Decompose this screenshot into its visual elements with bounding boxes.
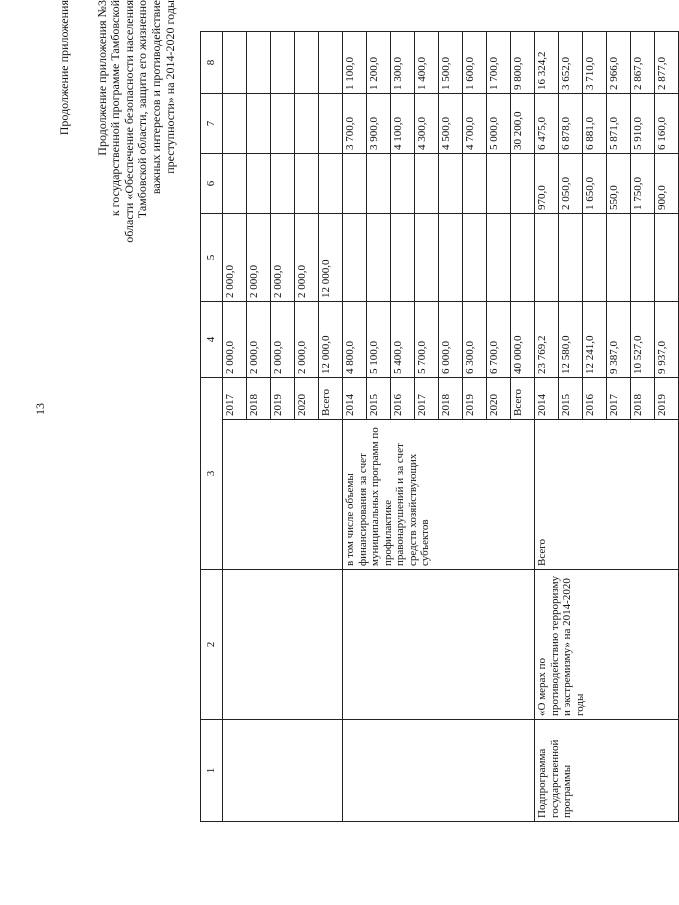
col8-cell [319, 32, 343, 94]
total-cell: 9 937,0 [655, 302, 679, 378]
total-cell: 5 400,0 [391, 302, 415, 378]
column-number: 7 [201, 94, 223, 154]
page-number: 13 [33, 403, 47, 415]
col6-cell [343, 154, 367, 214]
total-cell: 2 000,0 [247, 302, 271, 378]
col6-cell [223, 154, 247, 214]
total-cell: 2 000,0 [223, 302, 247, 378]
total-cell: 6 700,0 [487, 302, 511, 378]
year-cell: 2020 [487, 378, 511, 420]
col8-cell: 3 652,0 [559, 32, 583, 94]
col5-cell [415, 214, 439, 302]
col8-cell: 1 600,0 [463, 32, 487, 94]
cell-empty [343, 570, 535, 720]
col7-cell: 4 700,0 [463, 94, 487, 154]
col8-cell: 2 867,0 [631, 32, 655, 94]
continuation-title: Продолжение приложения [57, 0, 71, 136]
year-cell: 2014 [343, 378, 367, 420]
total-cell: 6 300,0 [463, 302, 487, 378]
col5-cell: 2 000,0 [247, 214, 271, 302]
total-cell: 10 527,0 [631, 302, 655, 378]
table-row [535, 32, 559, 822]
col6-cell: 1 750,0 [631, 154, 655, 214]
total-cell: 2 000,0 [295, 302, 319, 378]
total-cell: 5 700,0 [415, 302, 439, 378]
total-cell: 12 580,0 [559, 302, 583, 378]
col8-cell [295, 32, 319, 94]
col6-cell: 1 650,0 [583, 154, 607, 214]
total-cell: 23 769,2 [535, 302, 559, 378]
total-cell: 9 387,0 [607, 302, 631, 378]
column-number-row [201, 32, 223, 822]
col7-cell: 5 910,0 [631, 94, 655, 154]
year-cell: 2018 [439, 378, 463, 420]
col7-cell: 6 881,0 [583, 94, 607, 154]
cell-empty [223, 570, 343, 720]
financing-table [200, 31, 679, 822]
col7-cell: 30 200,0 [511, 94, 535, 154]
year-cell: Всего [511, 378, 535, 420]
table-row [223, 32, 247, 822]
col5-cell [535, 214, 559, 302]
year-cell: 2016 [583, 378, 607, 420]
year-cell: 2016 [391, 378, 415, 420]
col7-cell: 3 700,0 [343, 94, 367, 154]
cell-empty [343, 720, 535, 822]
col5-cell [343, 214, 367, 302]
total-cell: 40 000,0 [511, 302, 535, 378]
col5-cell [583, 214, 607, 302]
col5-cell [391, 214, 415, 302]
document-header [58, 0, 177, 250]
col5-cell [631, 214, 655, 302]
col7-cell: 3 900,0 [367, 94, 391, 154]
col7-cell: 5 000,0 [487, 94, 511, 154]
col8-cell: 3 710,0 [583, 32, 607, 94]
col5-cell [511, 214, 535, 302]
col8-cell: 1 400,0 [415, 32, 439, 94]
column-number: 4 [201, 302, 223, 378]
year-cell: 2020 [295, 378, 319, 420]
column-number: 5 [201, 214, 223, 302]
col8-cell: 9 800,0 [511, 32, 535, 94]
col6-cell [271, 154, 295, 214]
col5-cell: 2 000,0 [271, 214, 295, 302]
cell-empty [223, 720, 343, 822]
total-label: Всего [535, 420, 679, 570]
year-cell: 2017 [415, 378, 439, 420]
financing-sources-label: в том числе объемы финансирования за счет муниципальных программ по профилактике правонарушений и за счет средств хозяйствующих субъектов [343, 420, 535, 570]
year-cell: 2018 [247, 378, 271, 420]
col5-cell [439, 214, 463, 302]
col6-cell: 900,0 [655, 154, 679, 214]
col6-cell [487, 154, 511, 214]
col8-cell: 2 877,0 [655, 32, 679, 94]
col7-cell: 4 500,0 [439, 94, 463, 154]
year-cell: 2018 [631, 378, 655, 420]
col8-cell: 1 100,0 [343, 32, 367, 94]
col6-cell [463, 154, 487, 214]
col7-cell: 6 160,0 [655, 94, 679, 154]
col7-cell [223, 94, 247, 154]
col7-cell [319, 94, 343, 154]
total-cell: 4 800,0 [343, 302, 367, 378]
col5-cell: 12 000,0 [319, 214, 343, 302]
table-row [343, 32, 367, 822]
cell-empty [223, 420, 343, 570]
column-number: 6 [201, 154, 223, 214]
col5-cell [367, 214, 391, 302]
col6-cell [511, 154, 535, 214]
subprogram-name: «О мерах по противодействию терроризму и экстремизму» на 2014-2020 годы [535, 570, 679, 720]
col8-cell: 1 200,0 [367, 32, 391, 94]
total-cell: 5 100,0 [367, 302, 391, 378]
col7-cell: 4 300,0 [415, 94, 439, 154]
total-cell: 12 000,0 [319, 302, 343, 378]
appendix-subtitle: Продолжение приложения №3 к государственной программе Тамбовской области «Обеспечение безопасности населения Тамбовской области, защита его жизненно важных интересов и противодействие преступности» на 2014-2020 годы [94, 0, 177, 243]
year-cell: 2015 [367, 378, 391, 420]
total-cell: 2 000,0 [271, 302, 295, 378]
col7-cell [247, 94, 271, 154]
col7-cell [295, 94, 319, 154]
col8-cell [247, 32, 271, 94]
col7-cell [271, 94, 295, 154]
year-cell: 2014 [535, 378, 559, 420]
col8-cell: 16 324,2 [535, 32, 559, 94]
col8-cell [271, 32, 295, 94]
total-cell: 12 241,0 [583, 302, 607, 378]
year-cell: 2019 [655, 378, 679, 420]
col5-cell [559, 214, 583, 302]
year-cell: 2019 [463, 378, 487, 420]
col5-cell: 2 000,0 [223, 214, 247, 302]
col6-cell [415, 154, 439, 214]
col6-cell [391, 154, 415, 214]
col6-cell: 550,0 [607, 154, 631, 214]
total-cell: 6 000,0 [439, 302, 463, 378]
col6-cell [319, 154, 343, 214]
col7-cell: 5 871,0 [607, 94, 631, 154]
col6-cell: 970,0 [535, 154, 559, 214]
col5-cell [607, 214, 631, 302]
year-cell: 2017 [223, 378, 247, 420]
col6-cell [247, 154, 271, 214]
col8-cell: 2 966,0 [607, 32, 631, 94]
col5-cell [487, 214, 511, 302]
column-number: 2 [201, 570, 223, 720]
column-number: 3 [201, 378, 223, 570]
col7-cell: 6 475,0 [535, 94, 559, 154]
col8-cell: 1 500,0 [439, 32, 463, 94]
col8-cell: 1 700,0 [487, 32, 511, 94]
col7-cell: 4 100,0 [391, 94, 415, 154]
col8-cell [223, 32, 247, 94]
col5-cell [655, 214, 679, 302]
year-cell: 2019 [271, 378, 295, 420]
col5-cell: 2 000,0 [295, 214, 319, 302]
col6-cell [367, 154, 391, 214]
col8-cell: 1 300,0 [391, 32, 415, 94]
column-number: 1 [201, 720, 223, 822]
col5-cell [463, 214, 487, 302]
col7-cell: 6 878,0 [559, 94, 583, 154]
col6-cell [439, 154, 463, 214]
col6-cell: 2 050,0 [559, 154, 583, 214]
col6-cell [295, 154, 319, 214]
year-cell: Всего [319, 378, 343, 420]
column-number: 8 [201, 32, 223, 94]
subprogram-type-label: Подпрограмма государственной программы [535, 720, 679, 822]
year-cell: 2015 [559, 378, 583, 420]
rotated-table-container [200, 32, 668, 822]
year-cell: 2017 [607, 378, 631, 420]
